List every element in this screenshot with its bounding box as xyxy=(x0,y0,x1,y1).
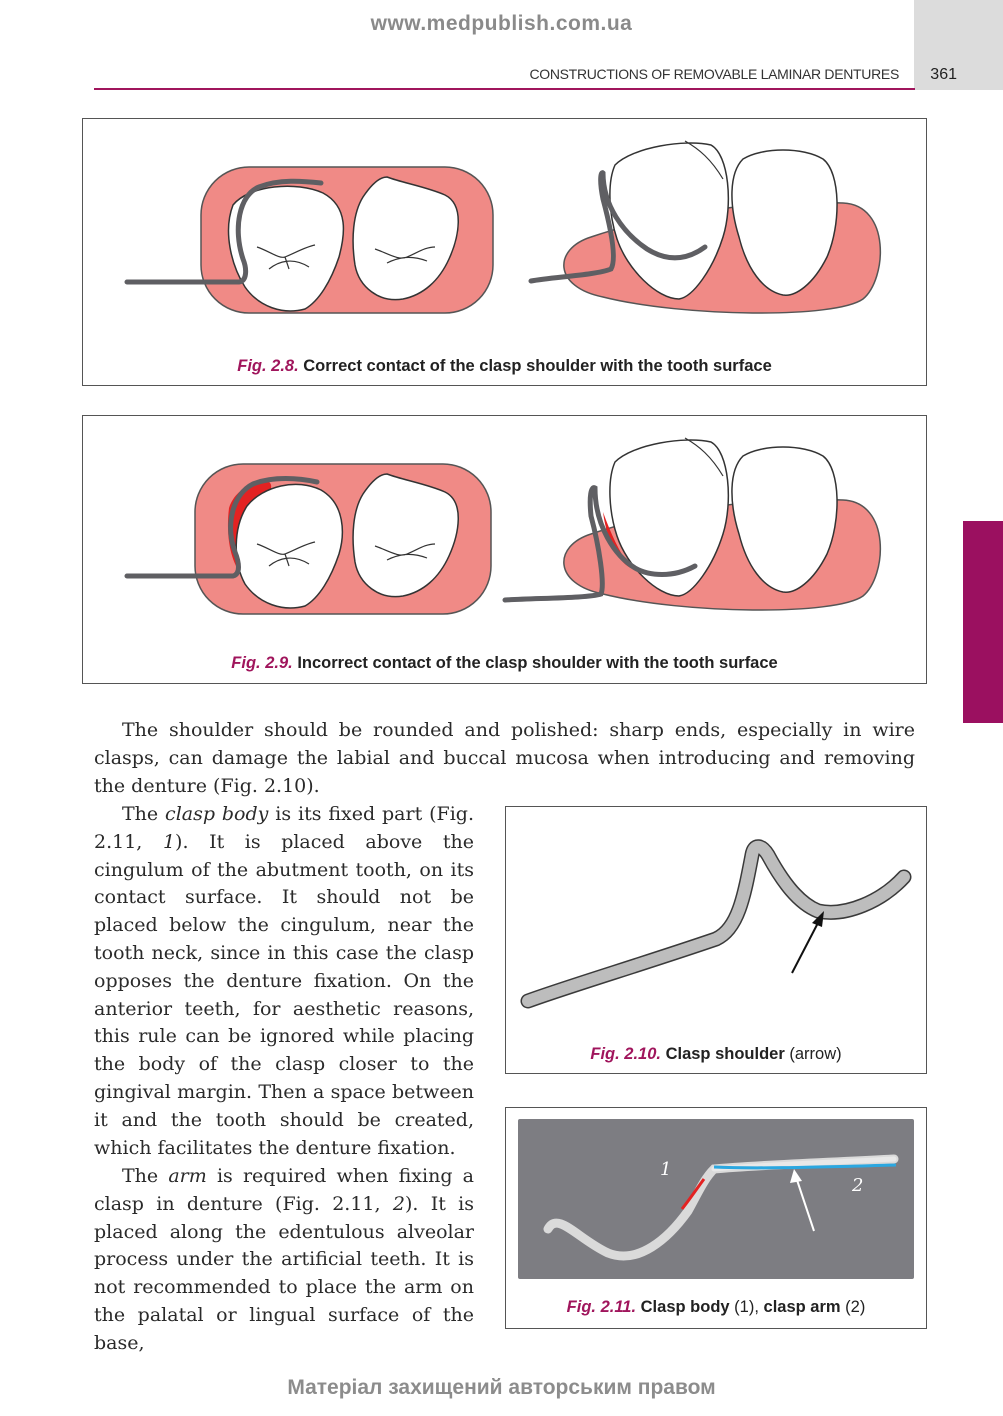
p3-c: ). It is placed along the edentulous alveolar process under the artificial teeth. It is not recommended to place the arm on the palatal or lingual surface of the base, xyxy=(94,1192,475,1354)
chapter-side-tab xyxy=(963,521,1003,723)
page-number: 361 xyxy=(930,66,957,83)
paragraph-clasp-body xyxy=(94,801,474,1162)
paragraph-shoulder: The shoulder should be rounded and polished: sharp ends, especially in wire clasps, can damage the labial and buccal mucosa when introducing and removing the denture (Fig. 2.10). xyxy=(94,719,915,797)
figure-2-11-photo xyxy=(518,1119,914,1279)
figure-2-9-illustration xyxy=(83,416,928,685)
p3-a: The xyxy=(122,1165,169,1187)
photo-wire xyxy=(548,1159,894,1256)
p2-c: ). It is placed above the cingulum of the abutment tooth, on its contact surface. It should not be placed below the cingulum, near the tooth neck, since in this case the clasp opposes the denture fixation. On the anterior teeth, for aesthetic reasons, this rule can be ignored while placing the body of the clasp closer to the gingival margin. Then a space between it and the tooth should be created, which facilitates the denture fixation. xyxy=(94,830,474,1159)
figure-2-8-illustration xyxy=(83,119,928,387)
p2-b: is its fixed part (Fig. 2.11, xyxy=(94,803,474,853)
clasp-wire xyxy=(528,847,904,1001)
paragraph-arm xyxy=(94,1163,474,1358)
figure-2-9-caption xyxy=(83,654,926,673)
p3-b: is required when fixing a clasp in denture (Fig. 2.11, xyxy=(94,1165,474,1215)
figure-2-8 xyxy=(82,118,927,386)
figure-2-8-caption-text: Correct contact of the clasp shoulder with the tooth surface xyxy=(303,357,772,375)
figure-2-8-caption xyxy=(83,357,926,376)
figure-2-10-caption xyxy=(506,1045,926,1064)
figure-2-10-caption-rest: (arrow) xyxy=(789,1045,842,1063)
p2-a: The xyxy=(122,803,166,825)
figure-2-11-caption-arm: clasp arm xyxy=(763,1298,841,1316)
figure-2-11-caption xyxy=(506,1298,926,1317)
figure-2-9 xyxy=(82,415,927,684)
figure-2-11-wire-photo xyxy=(518,1119,914,1279)
figure-2-9-number: Fig. 2.9. xyxy=(231,654,293,672)
photo-label-2: 2 xyxy=(852,1175,864,1196)
ref-2: 2 xyxy=(392,1192,405,1215)
photo-arrow-shaft xyxy=(796,1177,814,1231)
figure-2-11-caption-body: Clasp body xyxy=(640,1298,730,1316)
figure-2-8-number: Fig. 2.8. xyxy=(237,357,299,375)
running-title: CONSTRUCTIONS OF REMOVABLE LAMINAR DENTURES xyxy=(529,66,899,82)
figure-2-11 xyxy=(505,1107,927,1329)
header-rule xyxy=(94,88,915,90)
figure-2-10-number: Fig. 2.10. xyxy=(590,1045,661,1063)
photo-label-1: 1 xyxy=(660,1159,672,1180)
term-clasp-body: clasp body xyxy=(165,803,269,825)
copyright-watermark: Матеріал захищений авторським правом xyxy=(287,1376,716,1399)
photo-arrow-head-icon xyxy=(790,1169,802,1183)
figure-2-10 xyxy=(505,806,927,1074)
arrow-shaft xyxy=(792,919,820,973)
figure-2-11-caption-paren-1: (1), xyxy=(734,1298,759,1316)
figure-2-11-caption-paren-2: (2) xyxy=(845,1298,866,1316)
figure-2-9-caption-text: Incorrect contact of the clasp shoulder with the tooth surface xyxy=(297,654,778,672)
term-arm: arm xyxy=(168,1165,207,1187)
figure-2-10-illustration xyxy=(506,807,928,1075)
figure-2-10-caption-bold: Clasp shoulder xyxy=(665,1045,785,1063)
figure-2-11-number: Fig. 2.11. xyxy=(566,1298,637,1316)
site-watermark: www.medpublish.com.ua xyxy=(370,12,633,35)
page-number-tab xyxy=(914,0,1003,90)
ref-1: 1 xyxy=(162,830,176,853)
